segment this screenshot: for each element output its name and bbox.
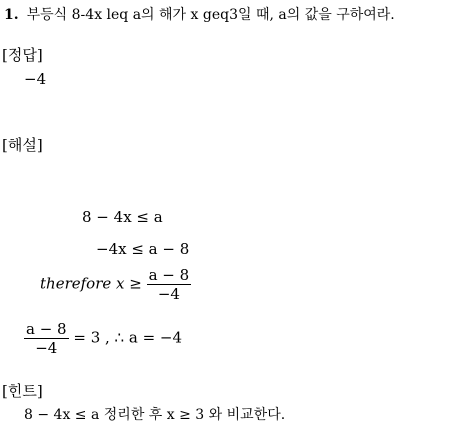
result-text: = 3 , ∴ a = −4 xyxy=(73,328,183,347)
answer-value: −4 xyxy=(24,70,47,88)
hint-text: 8 − 4x ≤ a 정리한 후 x ≥ 3 와 비교한다. xyxy=(24,407,286,423)
therefore-text: therefore x ≥ xyxy=(40,274,142,293)
explanation-line-1: 8 − 4x ≤ a xyxy=(82,208,163,226)
fraction-denominator: −4 xyxy=(24,338,69,357)
explanation-fraction-2 xyxy=(24,320,69,357)
hint-label: [힌트] xyxy=(2,382,43,400)
fraction-numerator: a − 8 xyxy=(148,266,190,284)
answer-label: [정답] xyxy=(2,46,43,64)
explanation-label: [해설] xyxy=(2,136,43,154)
question-number: 1. xyxy=(4,7,19,23)
explanation-line-3 xyxy=(40,266,191,303)
question-text: 부등식 8-4x leq a의 해가 x geq3일 때, a의 값을 구하여라. xyxy=(26,7,395,23)
fraction-denominator: −4 xyxy=(147,284,192,303)
question-line xyxy=(4,4,395,24)
explanation-line-4 xyxy=(24,320,182,357)
fraction-numerator: a − 8 xyxy=(26,320,67,338)
explanation-fraction-1 xyxy=(147,266,192,303)
explanation-line-2: −4x ≤ a − 8 xyxy=(96,240,190,258)
